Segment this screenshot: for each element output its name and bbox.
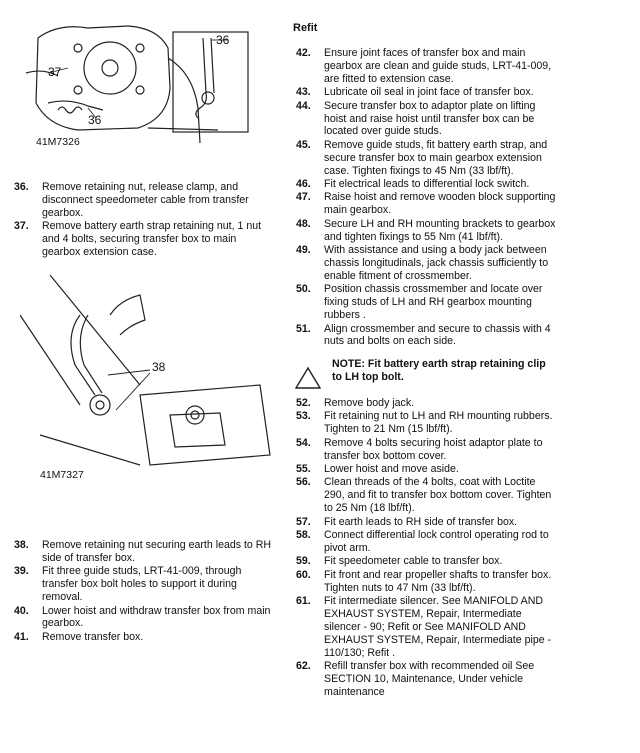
step-37 (12, 220, 274, 259)
step-number: 56. (296, 476, 311, 489)
step-54 (294, 437, 556, 463)
step-number: 49. (296, 244, 311, 257)
step-text: Secure LH and RH mounting brackets to gearbox and tighten fixings to 55 Nm (41 lbf/ft). (324, 217, 556, 243)
figure-41M7327-drawing (20, 275, 275, 480)
step-number: 57. (296, 515, 311, 528)
step-51 (294, 323, 556, 349)
step-text: Clean threads of the 4 bolts, coat with Loctite 290, and fit to transfer box bottom cover. Tighten to 25 Nm (18 lbf/ft). (324, 476, 552, 515)
step-number: 40. (14, 604, 29, 617)
step-number: 59. (296, 555, 311, 568)
step-text: Fit front and rear propeller shafts to transfer box. Tighten nuts to 47 Nm (33 lbf/ft). (324, 568, 552, 594)
step-62 (294, 660, 556, 699)
warning-triangle-icon (294, 366, 322, 390)
callout-36-top: 36 (216, 33, 230, 47)
step-text: Lower hoist and withdraw transfer box from main gearbox. (42, 604, 271, 630)
step-number: 62. (296, 660, 311, 673)
step-57 (294, 516, 556, 529)
step-text: Remove battery earth strap retaining nut, 1 nut and 4 bolts, securing transfer box to main gearbox extension case. (42, 220, 262, 259)
step-number: 46. (296, 178, 311, 191)
step-text: Connect differential lock control operating rod to pivot arm. (324, 529, 549, 554)
step-text: Fit three guide studs, LRT-41-009, through transfer box bolt holes to support it during removal. (42, 565, 242, 604)
step-59 (294, 555, 556, 568)
step-38 (12, 539, 274, 565)
callout-36-bottom: 36 (88, 113, 102, 127)
step-number: 43. (296, 86, 311, 99)
step-number: 53. (296, 410, 311, 423)
step-text: Remove transfer box. (42, 630, 144, 643)
step-text: Remove retaining nut securing earth leads to RH side of transfer box. (42, 539, 272, 564)
step-46 (294, 178, 556, 191)
step-text: Remove 4 bolts securing hoist adaptor plate to transfer box bottom cover. (324, 436, 543, 462)
step-text: Remove guide studs, fit battery earth strap, and secure transfer box to main gearbox extension case. Tighten fixings to 45 Nm (33 lbf/ft). (324, 138, 548, 177)
step-text: With assistance and using a body jack between chassis longitudinals, jack chassis sufficiently to enable fitment of crossmember. (324, 244, 549, 282)
figure-41M7327 (20, 275, 275, 480)
step-number: 58. (296, 529, 311, 542)
step-47 (294, 191, 556, 217)
step-text: Fit earth leads to RH side of transfer box. (324, 515, 518, 528)
note-text: NOTE: Fit battery earth strap retaining clip to LH top bolt. (332, 358, 546, 383)
step-44 (294, 100, 556, 139)
step-number: 52. (296, 397, 311, 409)
step-text: Fit intermediate silencer. See MANIFOLD AND EXHAUST SYSTEM, Repair, Intermediate silencer - 90; Refit or See MANIFOLD AND EXHAUST SYSTEM, Repair, Intermediate pipe - 110/130; Refit . (324, 595, 552, 659)
figure-41M7326 (18, 18, 258, 148)
step-text: Fit speedometer cable to transfer box. (324, 555, 503, 568)
step-number: 41. (14, 630, 29, 643)
step-number: 44. (296, 99, 311, 112)
step-number: 48. (296, 217, 311, 230)
step-58 (294, 529, 556, 555)
figure-id-41M7327: 41M7327 (40, 469, 84, 481)
step-number: 51. (296, 322, 311, 335)
step-55 (294, 463, 556, 476)
step-number: 55. (296, 463, 311, 476)
step-text: Fit retaining nut to LH and RH mounting rubbers. Tighten to 21 Nm (15 lbf/ft). (324, 410, 553, 436)
steps-38-41 (12, 539, 274, 644)
step-52 (294, 397, 556, 410)
step-53 (294, 410, 556, 436)
step-text: Lower hoist and move aside. (324, 463, 459, 476)
step-number: 38. (14, 539, 29, 551)
step-text: Remove retaining nut, release clamp, and disconnect speedometer cable from transfer gearbox. (42, 181, 249, 219)
step-text: Raise hoist and remove wooden block supporting main gearbox. (324, 191, 556, 217)
step-45 (294, 139, 556, 178)
step-number: 36. (14, 181, 29, 193)
step-text: Secure transfer box to adaptor plate on lifting hoist and raise hoist until transfer box can be located over guide studs. (324, 99, 536, 138)
step-41 (12, 631, 274, 644)
step-61 (294, 595, 556, 660)
step-number: 60. (296, 568, 311, 581)
step-56 (294, 476, 556, 515)
step-number: 54. (296, 436, 311, 449)
note-block (292, 358, 562, 392)
step-text: Align crossmember and secure to chassis with 4 nuts and bolts on each side. (324, 322, 551, 348)
step-50 (294, 283, 556, 322)
refit-heading: Refit (293, 22, 318, 34)
step-39 (12, 565, 274, 604)
step-text: Refill transfer box with recommended oil See SECTION 10, Maintenance, Under vehicle maintenance (324, 660, 535, 698)
step-43 (294, 86, 556, 99)
step-number: 42. (296, 47, 311, 59)
steps-52-62 (294, 397, 556, 699)
step-number: 45. (296, 138, 311, 151)
step-number: 47. (296, 191, 311, 204)
step-36 (12, 181, 274, 220)
callout-38: 38 (152, 360, 166, 374)
step-number: 61. (296, 595, 311, 608)
step-number: 37. (14, 220, 29, 233)
step-40 (12, 605, 274, 631)
step-text: Ensure joint faces of transfer box and main gearbox are clean and guide studs, LRT-41-009, are fitted to extension case. (324, 47, 552, 85)
step-60 (294, 569, 556, 595)
step-text: Remove body jack. (324, 397, 415, 409)
step-text: Lubricate oil seal in joint face of transfer box. (324, 86, 534, 99)
step-42 (294, 47, 556, 86)
step-49 (294, 244, 556, 283)
callout-37: 37 (48, 65, 62, 79)
step-number: 39. (14, 565, 29, 578)
step-number: 50. (296, 283, 311, 296)
step-48 (294, 218, 556, 244)
step-text: Fit electrical leads to differential lock switch. (324, 178, 530, 191)
steps-36-37 (12, 181, 274, 259)
steps-42-51 (294, 47, 556, 349)
step-text: Position chassis crossmember and locate over fixing studs of LH and RH gearbox mounting rubbers . (324, 283, 543, 322)
figure-id-41M7326: 41M7326 (36, 136, 80, 148)
